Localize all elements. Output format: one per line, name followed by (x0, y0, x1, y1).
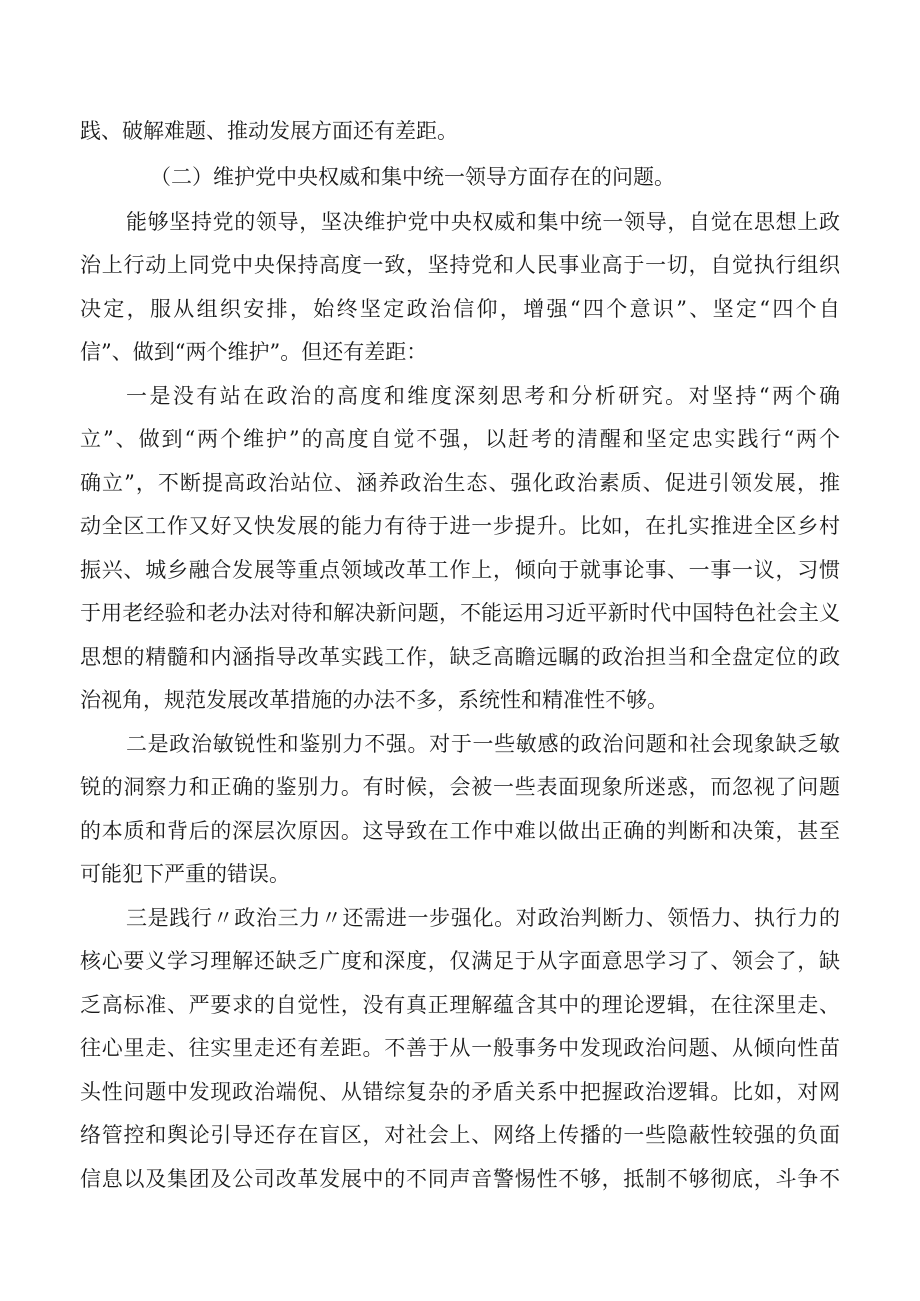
text-line: 立”、做到“两个维护”的高度自觉不强，以赶考的清醒和坚定忠实践行“两个 (80, 427, 840, 451)
text-line: 头性问题中发现政治端倪、从错综复杂的矛盾关系中把握政治逻辑。比如，对网 (80, 1080, 840, 1104)
text-line: 于用老经验和老办法对待和解决新问题，不能运用习近平新时代中国特色社会主义 (80, 601, 840, 625)
text-line: 锐的洞察力和正确的鉴别力。有时候，会被一些表面现象所迷惑，而忽视了问题 (80, 775, 840, 799)
text-line: 三是践行〃政治三力〃还需进一步强化。对政治判断力、领悟力、执行力的 (126, 906, 840, 930)
text-line: 治上行动上同党中央保持高度一致，坚持党和人民事业高于一切，自觉执行组织 (80, 253, 840, 277)
text-line: 治视角，规范发展改革措施的办法不多，系统性和精准性不够。 (80, 688, 668, 712)
text-line: 二是政治敏锐性和鉴别力不强。对于一些敏感的政治问题和社会现象缺乏敏 (126, 732, 840, 756)
text-line: 信息以及集团及公司改革发展中的不同声音警惕性不够，抵制不够彻底，斗争不 (80, 1167, 840, 1191)
text-line: 信”、做到“两个维护”。但还有差距： (80, 340, 428, 364)
text-line: 可能犯下严重的错误。 (80, 862, 290, 886)
section-heading: （二）维护党中央权威和集中统一领导方面存在的问题。 (150, 165, 675, 189)
text-line: 确立”，不断提高政治站位、涵养政治生态、强化政治素质、促进引领发展，推 (80, 471, 840, 495)
text-line: 能够坚持党的领导，坚决维护党中央权威和集中统一领导，自觉在思想上政 (126, 210, 840, 234)
text-line: 动全区工作又好又快发展的能力有待于进一步提升。比如，在扎实推进全区乡村 (80, 514, 840, 538)
text-line: 络管控和舆论引导还存在盲区，对社会上、网络上传播的一些隐蔽性较强的负面 (80, 1123, 840, 1147)
text-line: 乏高标准、严要求的自觉性，没有真正理解蕴含其中的理论逻辑，在往深里走、 (80, 993, 840, 1017)
text-line: 往心里走、往实里走还有差距。不善于从一般事务中发现政治问题、从倾向性苗 (80, 1036, 840, 1060)
text-line: 振兴、城乡融合发展等重点领域改革工作上，倾向于就事论事、一事一议，习惯 (80, 558, 840, 582)
text-line: 一是没有站在政治的高度和维度深刻思考和分析研究。对坚持“两个确 (126, 384, 840, 408)
text-line: 决定，服从组织安排，始终坚定政治信仰，增强“四个意识”、坚定“四个自 (80, 297, 840, 321)
text-line: 核心要义学习理解还缺乏广度和深度，仅满足于从字面意思学习了、领会了，缺 (80, 949, 840, 973)
text-line: 思想的精髓和内涵指导改革实践工作，缺乏高瞻远瞩的政治担当和全盘定位的政 (80, 645, 840, 669)
text-line: 践、破解难题、推动发展方面还有差距。 (80, 119, 458, 143)
text-line: 的本质和背后的深层次原因。这导致在工作中难以做出正确的判断和决策，甚至 (80, 819, 840, 843)
